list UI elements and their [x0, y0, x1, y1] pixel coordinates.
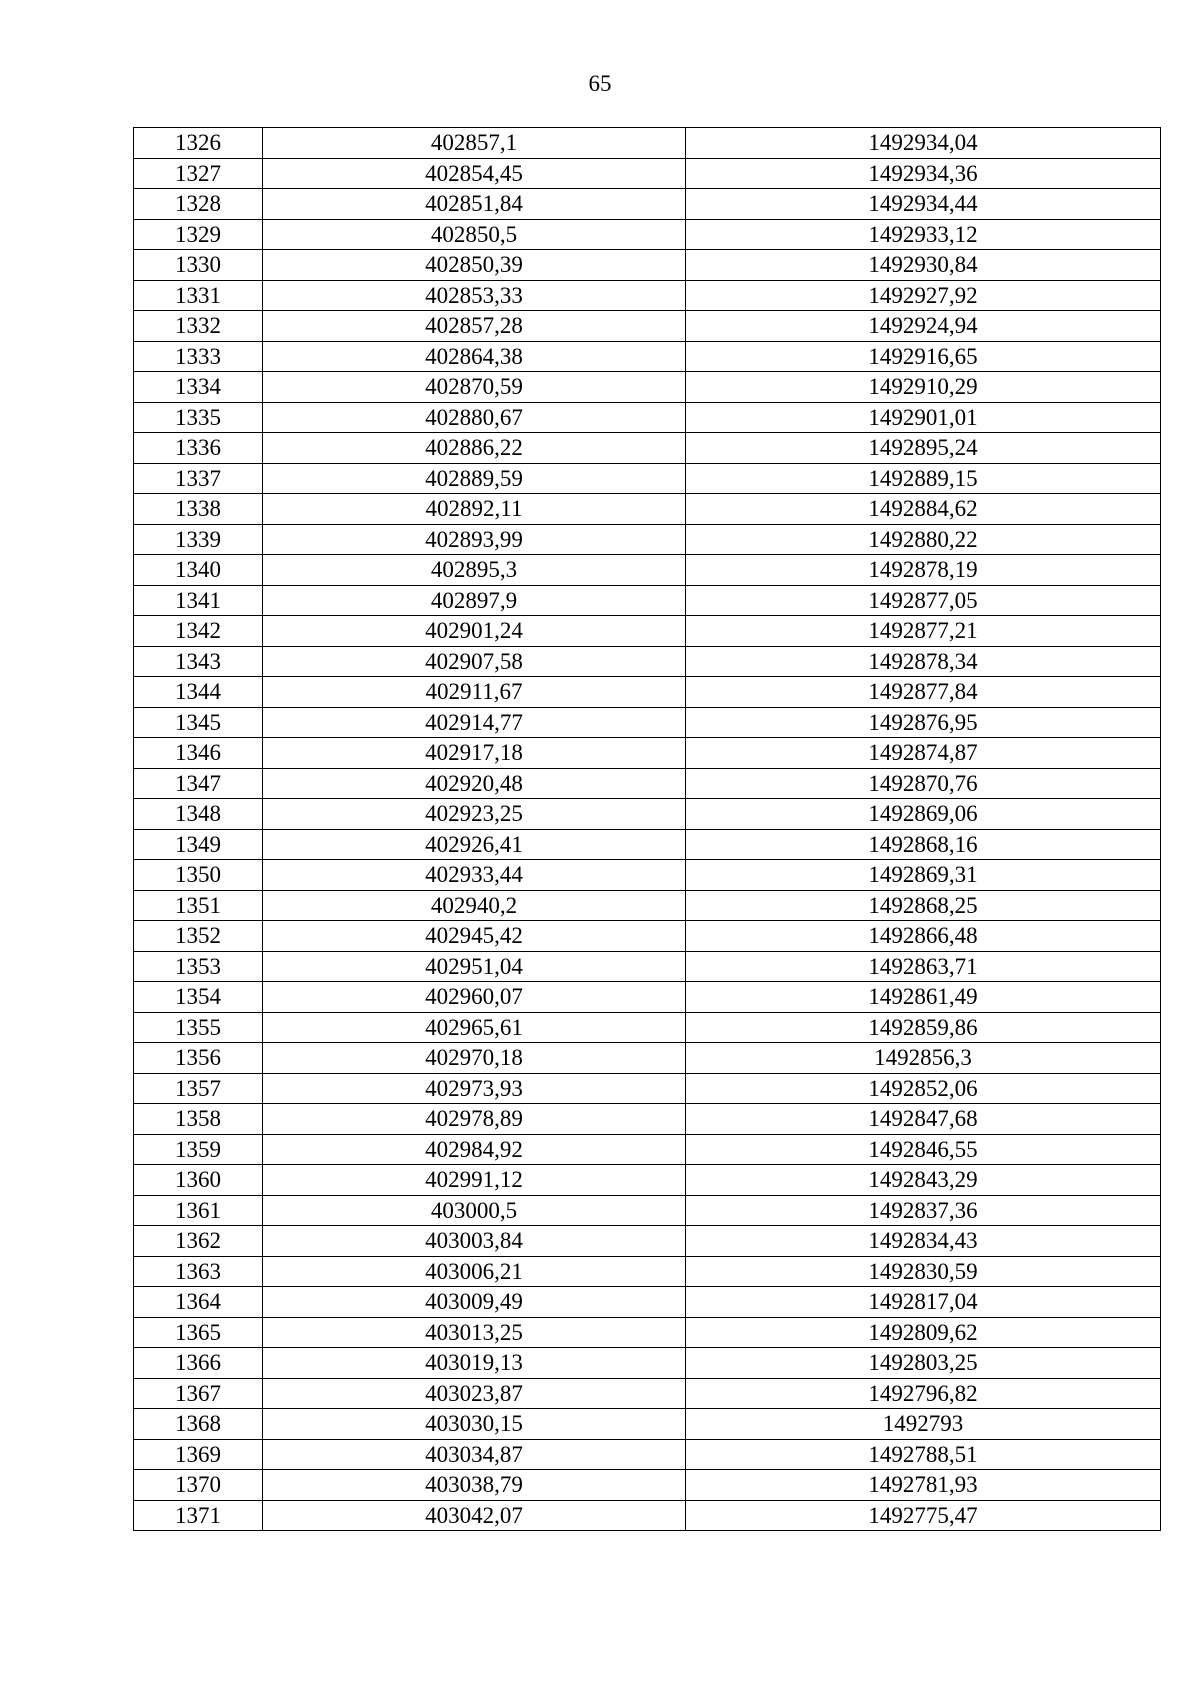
- table-row: [134, 1500, 1161, 1531]
- table-row: [134, 1073, 1161, 1104]
- point-number-cell: 1326: [134, 128, 263, 159]
- y-coordinate-cell: 1492901,01: [686, 402, 1161, 433]
- x-coordinate-cell: 403009,49: [263, 1287, 686, 1318]
- x-coordinate-cell: 402984,92: [263, 1134, 686, 1165]
- point-number-cell: 1333: [134, 341, 263, 372]
- point-number-cell: 1357: [134, 1073, 263, 1104]
- y-coordinate-cell: 1492809,62: [686, 1317, 1161, 1348]
- x-coordinate-cell: 403019,13: [263, 1348, 686, 1379]
- table-row: [134, 1256, 1161, 1287]
- table-row: [134, 341, 1161, 372]
- point-number-cell: 1349: [134, 829, 263, 860]
- table-row: [134, 829, 1161, 860]
- y-coordinate-cell: 1492847,68: [686, 1104, 1161, 1135]
- point-number-cell: 1348: [134, 799, 263, 830]
- table-row: [134, 1104, 1161, 1135]
- y-coordinate-cell: 1492866,48: [686, 921, 1161, 952]
- x-coordinate-cell: 402892,11: [263, 494, 686, 525]
- x-coordinate-cell: 402850,5: [263, 219, 686, 250]
- x-coordinate-cell: 402970,18: [263, 1043, 686, 1074]
- point-number-cell: 1370: [134, 1470, 263, 1501]
- x-coordinate-cell: 402940,2: [263, 890, 686, 921]
- x-coordinate-cell: 402853,33: [263, 280, 686, 311]
- y-coordinate-cell: 1492796,82: [686, 1378, 1161, 1409]
- x-coordinate-cell: 402911,67: [263, 677, 686, 708]
- point-number-cell: 1360: [134, 1165, 263, 1196]
- x-coordinate-cell: 402991,12: [263, 1165, 686, 1196]
- x-coordinate-cell: 402886,22: [263, 433, 686, 464]
- y-coordinate-cell: 1492868,25: [686, 890, 1161, 921]
- point-number-cell: 1353: [134, 951, 263, 982]
- y-coordinate-cell: 1492874,87: [686, 738, 1161, 769]
- table-row: [134, 402, 1161, 433]
- y-coordinate-cell: 1492834,43: [686, 1226, 1161, 1257]
- y-coordinate-cell: 1492877,84: [686, 677, 1161, 708]
- x-coordinate-cell: 402926,41: [263, 829, 686, 860]
- point-number-cell: 1334: [134, 372, 263, 403]
- table-row: [134, 219, 1161, 250]
- y-coordinate-cell: 1492869,31: [686, 860, 1161, 891]
- x-coordinate-cell: 403038,79: [263, 1470, 686, 1501]
- point-number-cell: 1359: [134, 1134, 263, 1165]
- x-coordinate-cell: 402973,93: [263, 1073, 686, 1104]
- table-row: [134, 494, 1161, 525]
- y-coordinate-cell: 1492880,22: [686, 524, 1161, 555]
- x-coordinate-cell: 402917,18: [263, 738, 686, 769]
- y-coordinate-cell: 1492876,95: [686, 707, 1161, 738]
- point-number-cell: 1331: [134, 280, 263, 311]
- table-row: [134, 707, 1161, 738]
- point-number-cell: 1327: [134, 158, 263, 189]
- table-row: [134, 616, 1161, 647]
- y-coordinate-cell: 1492916,65: [686, 341, 1161, 372]
- table-row: [134, 280, 1161, 311]
- table-row: [134, 646, 1161, 677]
- point-number-cell: 1355: [134, 1012, 263, 1043]
- x-coordinate-cell: 402880,67: [263, 402, 686, 433]
- table-row: [134, 250, 1161, 281]
- y-coordinate-cell: 1492793: [686, 1409, 1161, 1440]
- x-coordinate-cell: 403042,07: [263, 1500, 686, 1531]
- table-row: [134, 433, 1161, 464]
- x-coordinate-cell: 402857,1: [263, 128, 686, 159]
- y-coordinate-cell: 1492924,94: [686, 311, 1161, 342]
- y-coordinate-cell: 1492837,36: [686, 1195, 1161, 1226]
- x-coordinate-cell: 403006,21: [263, 1256, 686, 1287]
- table-row: [134, 128, 1161, 159]
- point-number-cell: 1365: [134, 1317, 263, 1348]
- x-coordinate-cell: 402920,48: [263, 768, 686, 799]
- table-row: [134, 463, 1161, 494]
- y-coordinate-cell: 1492878,34: [686, 646, 1161, 677]
- point-number-cell: 1336: [134, 433, 263, 464]
- y-coordinate-cell: 1492877,21: [686, 616, 1161, 647]
- table-row: [134, 1348, 1161, 1379]
- y-coordinate-cell: 1492856,3: [686, 1043, 1161, 1074]
- y-coordinate-cell: 1492869,06: [686, 799, 1161, 830]
- table-row: [134, 1378, 1161, 1409]
- y-coordinate-cell: 1492859,86: [686, 1012, 1161, 1043]
- table-row: [134, 1409, 1161, 1440]
- point-number-cell: 1358: [134, 1104, 263, 1135]
- x-coordinate-cell: 403030,15: [263, 1409, 686, 1440]
- table-row: [134, 677, 1161, 708]
- x-coordinate-cell: 402951,04: [263, 951, 686, 982]
- y-coordinate-cell: 1492775,47: [686, 1500, 1161, 1531]
- y-coordinate-cell: 1492884,62: [686, 494, 1161, 525]
- point-number-cell: 1352: [134, 921, 263, 952]
- y-coordinate-cell: 1492846,55: [686, 1134, 1161, 1165]
- point-number-cell: 1328: [134, 189, 263, 220]
- y-coordinate-cell: 1492934,36: [686, 158, 1161, 189]
- x-coordinate-cell: 402914,77: [263, 707, 686, 738]
- point-number-cell: 1354: [134, 982, 263, 1013]
- table-row: [134, 921, 1161, 952]
- page-number: 65: [588, 71, 612, 96]
- point-number-cell: 1345: [134, 707, 263, 738]
- point-number-cell: 1329: [134, 219, 263, 250]
- point-number-cell: 1346: [134, 738, 263, 769]
- x-coordinate-cell: 402923,25: [263, 799, 686, 830]
- x-coordinate-cell: 403013,25: [263, 1317, 686, 1348]
- y-coordinate-cell: 1492910,29: [686, 372, 1161, 403]
- point-number-cell: 1347: [134, 768, 263, 799]
- table-row: [134, 372, 1161, 403]
- point-number-cell: 1337: [134, 463, 263, 494]
- y-coordinate-cell: 1492934,04: [686, 128, 1161, 159]
- x-coordinate-cell: 402933,44: [263, 860, 686, 891]
- x-coordinate-cell: 402850,39: [263, 250, 686, 281]
- table-row: [134, 1439, 1161, 1470]
- point-number-cell: 1368: [134, 1409, 263, 1440]
- table-row: [134, 1012, 1161, 1043]
- table-row: [134, 1226, 1161, 1257]
- y-coordinate-cell: 1492889,15: [686, 463, 1161, 494]
- point-number-cell: 1341: [134, 585, 263, 616]
- table-row: [134, 189, 1161, 220]
- x-coordinate-cell: 403034,87: [263, 1439, 686, 1470]
- table-row: [134, 1165, 1161, 1196]
- coordinates-table: [133, 127, 1161, 1531]
- y-coordinate-cell: 1492861,49: [686, 982, 1161, 1013]
- point-number-cell: 1369: [134, 1439, 263, 1470]
- table-row: [134, 524, 1161, 555]
- point-number-cell: 1343: [134, 646, 263, 677]
- table-row: [134, 738, 1161, 769]
- table-row: [134, 799, 1161, 830]
- x-coordinate-cell: 402897,9: [263, 585, 686, 616]
- point-number-cell: 1350: [134, 860, 263, 891]
- point-number-cell: 1340: [134, 555, 263, 586]
- x-coordinate-cell: 402889,59: [263, 463, 686, 494]
- y-coordinate-cell: 1492933,12: [686, 219, 1161, 250]
- point-number-cell: 1366: [134, 1348, 263, 1379]
- table-row: [134, 158, 1161, 189]
- point-number-cell: 1363: [134, 1256, 263, 1287]
- y-coordinate-cell: 1492927,92: [686, 280, 1161, 311]
- x-coordinate-cell: 402965,61: [263, 1012, 686, 1043]
- y-coordinate-cell: 1492788,51: [686, 1439, 1161, 1470]
- y-coordinate-cell: 1492803,25: [686, 1348, 1161, 1379]
- table-row: [134, 890, 1161, 921]
- table-row: [134, 1195, 1161, 1226]
- point-number-cell: 1335: [134, 402, 263, 433]
- x-coordinate-cell: 402870,59: [263, 372, 686, 403]
- x-coordinate-cell: 402857,28: [263, 311, 686, 342]
- point-number-cell: 1332: [134, 311, 263, 342]
- table-row: [134, 1134, 1161, 1165]
- point-number-cell: 1344: [134, 677, 263, 708]
- x-coordinate-cell: 403023,87: [263, 1378, 686, 1409]
- y-coordinate-cell: 1492781,93: [686, 1470, 1161, 1501]
- point-number-cell: 1356: [134, 1043, 263, 1074]
- table-row: [134, 1470, 1161, 1501]
- y-coordinate-cell: 1492863,71: [686, 951, 1161, 982]
- point-number-cell: 1338: [134, 494, 263, 525]
- table-row: [134, 585, 1161, 616]
- table-row: [134, 951, 1161, 982]
- y-coordinate-cell: 1492878,19: [686, 555, 1161, 586]
- y-coordinate-cell: 1492895,24: [686, 433, 1161, 464]
- point-number-cell: 1361: [134, 1195, 263, 1226]
- point-number-cell: 1330: [134, 250, 263, 281]
- x-coordinate-cell: 402907,58: [263, 646, 686, 677]
- y-coordinate-cell: 1492843,29: [686, 1165, 1161, 1196]
- table-row: [134, 1287, 1161, 1318]
- table-row: [134, 860, 1161, 891]
- x-coordinate-cell: 402945,42: [263, 921, 686, 952]
- x-coordinate-cell: 402901,24: [263, 616, 686, 647]
- y-coordinate-cell: 1492870,76: [686, 768, 1161, 799]
- y-coordinate-cell: 1492830,59: [686, 1256, 1161, 1287]
- point-number-cell: 1339: [134, 524, 263, 555]
- y-coordinate-cell: 1492934,44: [686, 189, 1161, 220]
- coordinates-table-body: [134, 128, 1161, 1531]
- y-coordinate-cell: 1492817,04: [686, 1287, 1161, 1318]
- point-number-cell: 1362: [134, 1226, 263, 1257]
- table-row: [134, 1317, 1161, 1348]
- x-coordinate-cell: 402895,3: [263, 555, 686, 586]
- x-coordinate-cell: 402960,07: [263, 982, 686, 1013]
- point-number-cell: 1351: [134, 890, 263, 921]
- y-coordinate-cell: 1492852,06: [686, 1073, 1161, 1104]
- table-row: [134, 555, 1161, 586]
- table-row: [134, 982, 1161, 1013]
- x-coordinate-cell: 402978,89: [263, 1104, 686, 1135]
- table-row: [134, 768, 1161, 799]
- x-coordinate-cell: 402893,99: [263, 524, 686, 555]
- table-row: [134, 311, 1161, 342]
- point-number-cell: 1342: [134, 616, 263, 647]
- point-number-cell: 1364: [134, 1287, 263, 1318]
- y-coordinate-cell: 1492930,84: [686, 250, 1161, 281]
- x-coordinate-cell: 402854,45: [263, 158, 686, 189]
- x-coordinate-cell: 403000,5: [263, 1195, 686, 1226]
- table-row: [134, 1043, 1161, 1074]
- x-coordinate-cell: 402864,38: [263, 341, 686, 372]
- x-coordinate-cell: 403003,84: [263, 1226, 686, 1257]
- y-coordinate-cell: 1492868,16: [686, 829, 1161, 860]
- point-number-cell: 1371: [134, 1500, 263, 1531]
- point-number-cell: 1367: [134, 1378, 263, 1409]
- x-coordinate-cell: 402851,84: [263, 189, 686, 220]
- y-coordinate-cell: 1492877,05: [686, 585, 1161, 616]
